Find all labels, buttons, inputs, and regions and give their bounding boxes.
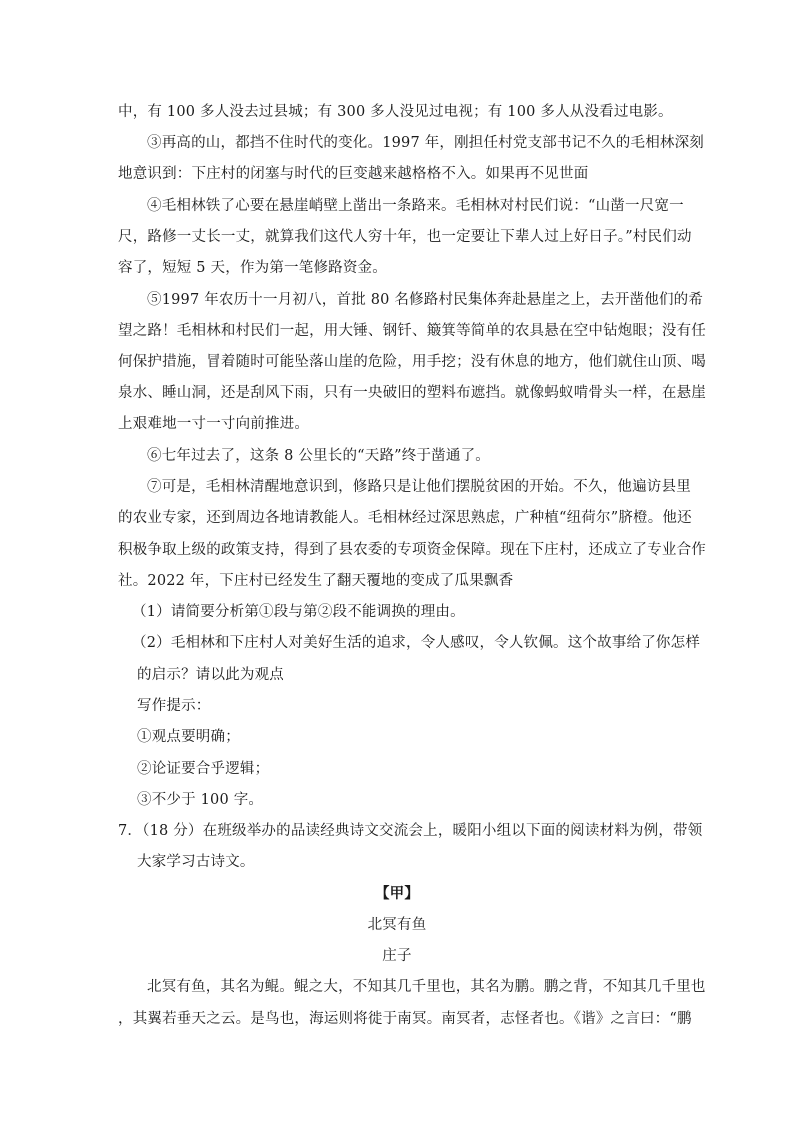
- question-2: （2）毛相林和下庄村人对美好生活的追求，令人感叹，令人钦佩。这个故事给了你怎样: [132, 635, 701, 651]
- question-1: （1）请简要分析第①段与第②段不能调换的理由。: [132, 604, 465, 620]
- writing-tip-2: ②论证要合乎逻辑；: [137, 761, 270, 777]
- classical-text-line: 北冥有鱼，其名为鲲。鲲之大，不知其几千里也，其名为鹏。鹏之背，不知其几千里也: [147, 979, 706, 995]
- paragraph-line: 中，有 100 多人没去过县城；有 300 多人没见过电视；有 100 多人从没看过电影。: [118, 104, 673, 120]
- poem-author: 庄子: [382, 948, 412, 964]
- poem-title: 北冥有鱼: [367, 917, 427, 933]
- question-7-cont: 大家学习古诗文。: [137, 854, 255, 870]
- paragraph-line: 容了，短短 5 天，作为第一笔修路资金。: [118, 260, 387, 276]
- paragraph-line: 望之路！毛相林和村民们一起，用大锤、钢钎、簸箕等简单的农具悬在空中钻炮眼；没有任: [118, 323, 706, 339]
- question-7: 7．（18 分）在班级举办的品读经典诗文交流会上，暖阳小组以下面的阅读材料为例，带领: [118, 823, 703, 839]
- paragraph-4-line: ④毛相林铁了心要在悬崖峭壁上凿出一条路来。毛相林对村民们说：“山凿一尺宽一: [147, 198, 684, 214]
- classical-text-line: ，其翼若垂天之云。是鸟也，海运则将徙于南冥。南冥者，志怪者也。《谐》之言曰：“鹏: [118, 1011, 692, 1027]
- paragraph-line: 积极争取上级的政策支持，得到了县农委的专项资金保障。现在下庄村，还成立了专业合作: [118, 542, 706, 558]
- paragraph-line: 社。2022 年，下庄村已经发生了翻天覆地的变成了瓜果飘香: [118, 573, 514, 589]
- writing-tip-1: ①观点要明确；: [137, 729, 240, 745]
- paragraph-6-line: ⑥七年过去了，这条 8 公里长的“天路”终于凿通了。: [147, 448, 490, 464]
- writing-tip-3: ③不少于 100 字。: [137, 792, 264, 808]
- section-jia-heading: 【甲】: [374, 885, 420, 902]
- paragraph-3-line: ③再高的山，都挡不住时代的变化。1997 年，刚担任村党支部书记不久的毛相林深刻: [147, 135, 705, 151]
- writing-tip-label: 写作提示：: [137, 698, 211, 714]
- paragraph-line: 尺，路修一丈长一丈，就算我们这代人穷十年，也一定要让下辈人过上好日子。”村民们动: [118, 229, 692, 245]
- paragraph-5-line: ⑤1997 年农历十一月初八，首批 80 名修路村民集体奔赴悬崖之上，去开凿他们的希: [147, 292, 704, 308]
- paragraph-line: 何保护措施，冒着随时可能坠落山崖的危险，用手挖；没有休息的地方，他们就住山顶、喝: [118, 354, 706, 370]
- paragraph-line: 上艰难地一寸一寸向前推进。: [118, 416, 310, 432]
- question-2-cont: 的启示？请以此为观点: [137, 667, 284, 683]
- paragraph-7-line: ⑦可是，毛相林清醒地意识到，修路只是让他们摆脱贫困的开始。不久，他遍访县里: [147, 479, 691, 495]
- paragraph-line: 地意识到：下庄村的闭塞与时代的巨变越来越格格不入。如果再不见世面: [118, 166, 589, 182]
- paragraph-line: 的农业专家，还到周边各地请教能人。毛相林经过深思熟虑，广种植“纽荷尔”脐橙。他还: [118, 510, 692, 526]
- paragraph-line: 泉水、睡山洞，还是刮风下雨，只有一央破旧的塑料布遮挡。就像蚂蚁啃骨头一样，在悬崖: [118, 385, 706, 401]
